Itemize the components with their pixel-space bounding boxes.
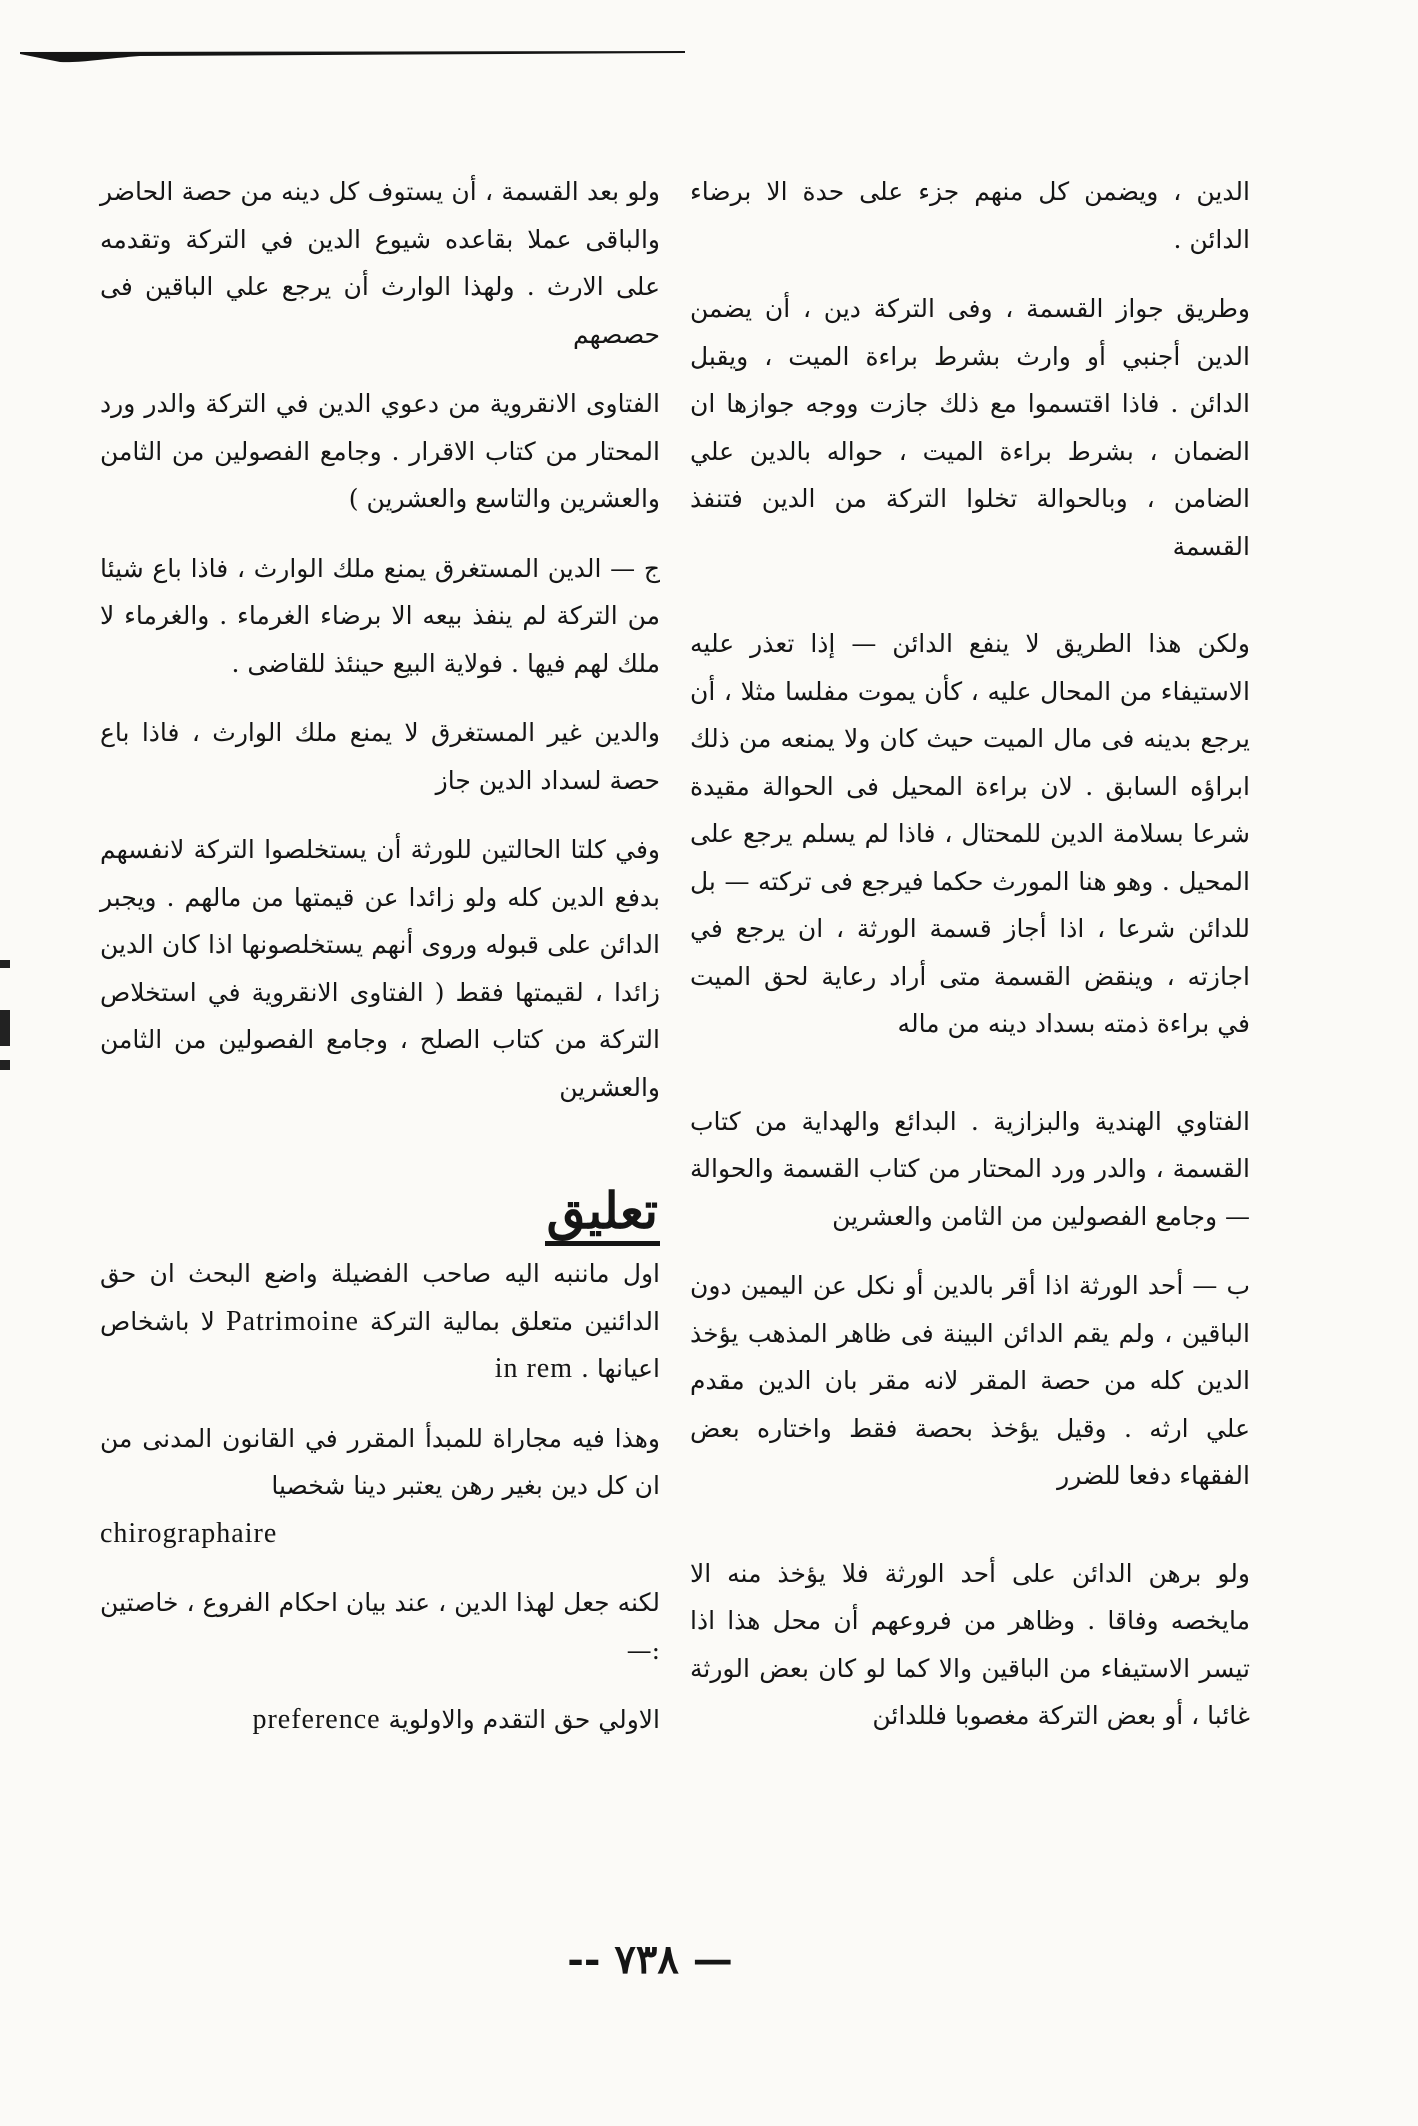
top-decorative-rule [20, 48, 685, 64]
left-paragraph-4: والدين غير المستغرق لا يمنع ملك الوارث ، فاذا باع حصة لسداد الدين جاز [100, 718, 660, 795]
left-paragraph-5: وفي كلتا الحالتين للورثة أن يستخلصوا التركة لانفسهم بدفع الدين كله ولو زائدا عن قيمتها من مالهم . ويجبر الدائن على قبوله وروى أنهم يستخلصونها اذا كان الدين زائدا ، لقيمتها فقط ( الفتاوى الانقروية في استخلاص التركة من كتاب الصلح ، وجامع الفصولين من الثامن والعشرين [100, 835, 660, 1102]
comment-4-text: الاولي حق التقدم والاولوية [388, 1705, 660, 1734]
comment-4-latin-term: preference [252, 1704, 381, 1735]
left-paragraph-references: الفتاوى الانقروية من دعوي الدين في التركة والدر ورد المحتار من كتاب الاقرار . وجامع الفصولين من الثامن والعشرين والتاسع والعشرين ) [100, 389, 660, 513]
margin-mark [0, 1010, 10, 1046]
comment-2-latin-term: chirographaire [100, 1517, 278, 1549]
right-paragraph-references: الفتاوي الهندية والبزازية . البدائع والهداية من كتاب القسمة ، والدر ورد المحتار من كتاب القسمة والحوالة — وجامع الفصولين من الثامن والعشرين [690, 1106, 1250, 1231]
comment-heading-text: تعليق [545, 1181, 660, 1246]
comment-paragraph-4 [100, 1696, 660, 1744]
left-paragraph-1: ولو بعد القسمة ، أن يستوف كل دينه من حصة الحاضر والباقى عملا بقاعده شيوع الدين في التركة وتقدمه على الارث . ولهذا الوارث أن يرجع علي الباقين فى حصصهم [100, 177, 660, 349]
comment-2-text: وهذا فيه مجاراة للمبدأ المقرر في القانون المدنى من ان كل دين بغير رهن يعتبر دينا شخصيا [100, 1423, 660, 1500]
left-column [100, 168, 660, 1766]
comment-paragraph-3: لكنه جعل لهذا الدين ، عند بيان احكام الفروع ، خاصتين :— [100, 1588, 660, 1665]
comment-paragraph-1 [100, 1250, 660, 1393]
comment-heading [100, 1181, 660, 1246]
comment-1-text: اول ماننبه اليه صاحب الفضيلة واضع البحث ان حق الدائنين متعلق بمالية التركة [100, 1259, 660, 1336]
page-number: — ٧٣٨ -- [567, 1936, 733, 1983]
margin-mark [0, 960, 10, 968]
right-paragraph-section-b: ب — أحد الورثة اذا أقر بالدين أو نكل عن اليمين دون الباقين ، ولم يقم الدائن البينة فى ظاهر المذهب يؤخذ الدين كله من حصة المقر لانه مقر بان الدين مقدم علي ارثه . وقيل يؤخذ بحصة فقط واختاره بعض الفقهاء دفعا للضرر [690, 1271, 1250, 1490]
left-paragraph-section-c: ج — الدين المستغرق يمنع ملك الوارث ، فاذا باع شيئا من التركة لم ينفذ بيعه الا برضاء الغرماء . والغرماء لا ملك لهم فيها . فولاية البيع حينئذ للقاضى . [100, 553, 660, 678]
right-paragraph-2: وطريق جواز القسمة ، وفى التركة دين ، أن يضمن الدين أجنبي أو وارث بشرط براءة الميت ، ويقبل الدائن . فاذا اقتسموا مع ذلك جازت ووجه جوازها ان الضمان ، بشرط براءة الميت ، حواله بالدين علي الضامن ، وبالحوالة تخلوا التركة من الدين فتنفذ القسمة [690, 294, 1250, 561]
comment-1-latin-term-2: in rem [494, 1353, 574, 1384]
right-paragraph-1: الدين ، ويضمن كل منهم جزء على حدة الا برضاء الدائن . [690, 177, 1250, 254]
comment-paragraph-2 [100, 1415, 660, 1558]
right-column [690, 168, 1250, 1762]
comment-1-end-text: لا باشخاص اعيانها . [100, 1306, 660, 1383]
comment-1-latin-term: Patrimoine [226, 1305, 359, 1337]
margin-mark [0, 1060, 10, 1070]
right-paragraph-6: ولو برهن الدائن على أحد الورثة فلا يؤخذ منه الا مايخصه وفاقا . وظاهر من فروعهم أن محل هذا اذا تيسر الاستيفاء من الباقين والا كما لو كان بعض الورثة غائبا ، أو بعض التركة مغصوبا فللدائن [690, 1558, 1250, 1730]
right-paragraph-3: ولكن هذا الطريق لا ينفع الدائن — إذا تعذر عليه الاستيفاء من المحال عليه ، كأن يموت مفلسا مثلا ، أن يرجع بدينه فى مال الميت حيث كان ولا يمنعه من ذلك ابراؤه السابق . لان براءة المحيل فى الحوالة مقيدة شرعا بسلامة الدين للمحتال ، فاذا لم يسلم يرجع على المحيل . وهو هنا المورث حكما فيرجع فى تركته — بل للدائن شرعا ، اذا أجاز قسمة الورثة ، ان يرجع في اجازته ، وينقض القسمة متى أراد رعاية لحق الميت في براءة ذمته بسداد دينه من ماله [690, 629, 1250, 1038]
